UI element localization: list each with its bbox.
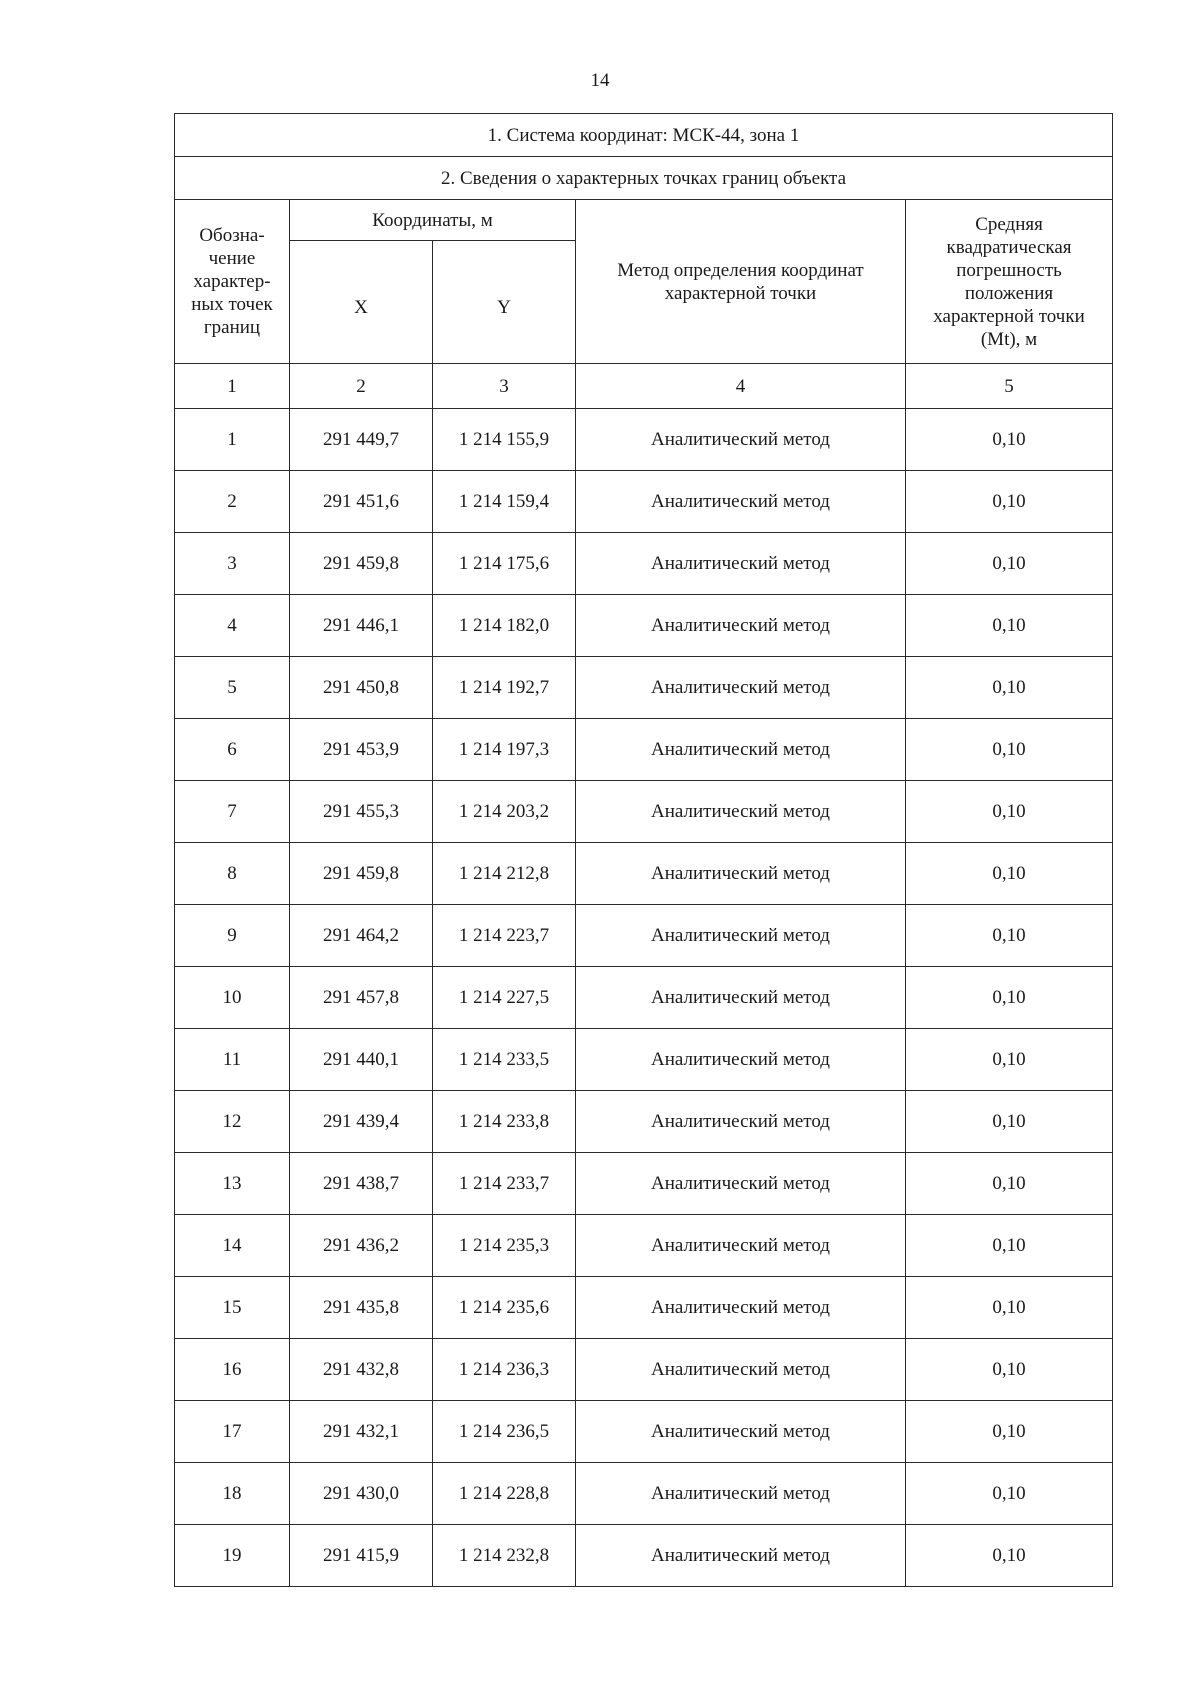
- column-number: 1: [175, 364, 290, 409]
- header-designation: [175, 200, 290, 364]
- error-cell: 0,10: [906, 1339, 1113, 1401]
- error-cell: 0,10: [906, 471, 1113, 533]
- boundary-points-table: [174, 113, 1113, 1587]
- x-coordinate-cell: 291 453,9: [290, 719, 433, 781]
- y-coordinate-cell: 1 214 223,7: [433, 905, 576, 967]
- header-coordinates: Координаты, м: [290, 200, 576, 241]
- x-coordinate-cell: 291 457,8: [290, 967, 433, 1029]
- x-coordinate-cell: 291 432,8: [290, 1339, 433, 1401]
- y-coordinate-cell: 1 214 227,5: [433, 967, 576, 1029]
- coordinate-system-row: [175, 114, 1113, 157]
- point-cell: 18: [175, 1463, 290, 1525]
- y-coordinate-cell: 1 214 159,4: [433, 471, 576, 533]
- method-cell: Аналитический метод: [576, 1525, 906, 1587]
- point-cell: 11: [175, 1029, 290, 1091]
- table-row: [175, 1215, 1113, 1277]
- method-cell: Аналитический метод: [576, 471, 906, 533]
- point-cell: 3: [175, 533, 290, 595]
- method-cell: Аналитический метод: [576, 905, 906, 967]
- error-cell: 0,10: [906, 1277, 1113, 1339]
- y-coordinate-cell: 1 214 203,2: [433, 781, 576, 843]
- table-row: [175, 719, 1113, 781]
- error-cell: 0,10: [906, 843, 1113, 905]
- x-coordinate-cell: 291 449,7: [290, 409, 433, 471]
- method-cell: Аналитический метод: [576, 843, 906, 905]
- table-row: [175, 781, 1113, 843]
- method-cell: Аналитический метод: [576, 719, 906, 781]
- method-cell: Аналитический метод: [576, 1029, 906, 1091]
- method-cell: Аналитический метод: [576, 595, 906, 657]
- y-coordinate-cell: 1 214 192,7: [433, 657, 576, 719]
- y-coordinate-cell: 1 214 233,8: [433, 1091, 576, 1153]
- method-cell: Аналитический метод: [576, 1339, 906, 1401]
- point-cell: 12: [175, 1091, 290, 1153]
- column-number: 5: [906, 364, 1113, 409]
- y-coordinate-cell: 1 214 233,7: [433, 1153, 576, 1215]
- column-number: 3: [433, 364, 576, 409]
- x-coordinate-cell: 291 436,2: [290, 1215, 433, 1277]
- header-designation-line: границ: [203, 317, 261, 338]
- point-cell: 9: [175, 905, 290, 967]
- error-cell: 0,10: [906, 1091, 1113, 1153]
- table-row: [175, 1339, 1113, 1401]
- header-designation-line: ных точек: [191, 294, 273, 315]
- y-coordinate-cell: 1 214 233,5: [433, 1029, 576, 1091]
- table-row: [175, 1525, 1113, 1587]
- method-cell: Аналитический метод: [576, 1401, 906, 1463]
- table-row: [175, 1029, 1113, 1091]
- header-designation-line: характер-: [193, 271, 271, 292]
- x-coordinate-cell: 291 415,9: [290, 1525, 433, 1587]
- error-cell: 0,10: [906, 533, 1113, 595]
- y-coordinate-cell: 1 214 235,6: [433, 1277, 576, 1339]
- error-cell: 0,10: [906, 905, 1113, 967]
- y-coordinate-cell: 1 214 155,9: [433, 409, 576, 471]
- header-designation-line: Обозна-: [199, 225, 265, 246]
- coordinate-system-text: 1. Система координат: МСК-44, зона 1: [175, 114, 1113, 157]
- table-row: [175, 409, 1113, 471]
- method-cell: Аналитический метод: [576, 533, 906, 595]
- point-cell: 19: [175, 1525, 290, 1587]
- header-row: [175, 200, 1113, 241]
- page-number: 14: [590, 70, 610, 91]
- error-cell: 0,10: [906, 1029, 1113, 1091]
- table-row: [175, 471, 1113, 533]
- header-designation-line: чение: [208, 248, 256, 269]
- error-cell: 0,10: [906, 595, 1113, 657]
- method-cell: Аналитический метод: [576, 1153, 906, 1215]
- table-row: [175, 533, 1113, 595]
- error-cell: 0,10: [906, 719, 1113, 781]
- x-coordinate-cell: 291 455,3: [290, 781, 433, 843]
- point-cell: 14: [175, 1215, 290, 1277]
- point-cell: 17: [175, 1401, 290, 1463]
- method-cell: Аналитический метод: [576, 1277, 906, 1339]
- header-method: Метод определения координат характерной точки: [576, 200, 906, 364]
- method-cell: Аналитический метод: [576, 967, 906, 1029]
- y-coordinate-cell: 1 214 212,8: [433, 843, 576, 905]
- point-cell: 1: [175, 409, 290, 471]
- point-cell: 10: [175, 967, 290, 1029]
- y-coordinate-cell: 1 214 235,3: [433, 1215, 576, 1277]
- x-coordinate-cell: 291 435,8: [290, 1277, 433, 1339]
- y-coordinate-cell: 1 214 197,3: [433, 719, 576, 781]
- point-cell: 8: [175, 843, 290, 905]
- x-coordinate-cell: 291 430,0: [290, 1463, 433, 1525]
- table-row: [175, 1153, 1113, 1215]
- y-coordinate-cell: 1 214 236,5: [433, 1401, 576, 1463]
- method-cell: Аналитический метод: [576, 409, 906, 471]
- point-cell: 2: [175, 471, 290, 533]
- error-cell: 0,10: [906, 1463, 1113, 1525]
- column-number: 4: [576, 364, 906, 409]
- y-coordinate-cell: 1 214 182,0: [433, 595, 576, 657]
- x-coordinate-cell: 291 439,4: [290, 1091, 433, 1153]
- y-coordinate-cell: 1 214 175,6: [433, 533, 576, 595]
- table-row: [175, 1091, 1113, 1153]
- x-coordinate-cell: 291 451,6: [290, 471, 433, 533]
- x-coordinate-cell: 291 450,8: [290, 657, 433, 719]
- error-cell: 0,10: [906, 1401, 1113, 1463]
- point-cell: 5: [175, 657, 290, 719]
- table-row: [175, 1401, 1113, 1463]
- table-row: [175, 657, 1113, 719]
- table-row: [175, 595, 1113, 657]
- table-row: [175, 905, 1113, 967]
- x-coordinate-cell: 291 432,1: [290, 1401, 433, 1463]
- error-cell: 0,10: [906, 1153, 1113, 1215]
- y-coordinate-cell: 1 214 228,8: [433, 1463, 576, 1525]
- error-cell: 0,10: [906, 1215, 1113, 1277]
- y-coordinate-cell: 1 214 236,3: [433, 1339, 576, 1401]
- x-coordinate-cell: 291 459,8: [290, 533, 433, 595]
- points-info-text: 2. Сведения о характерных точках границ объекта: [175, 157, 1113, 200]
- error-cell: 0,10: [906, 967, 1113, 1029]
- method-cell: Аналитический метод: [576, 781, 906, 843]
- point-cell: 6: [175, 719, 290, 781]
- point-cell: 13: [175, 1153, 290, 1215]
- method-cell: Аналитический метод: [576, 657, 906, 719]
- x-coordinate-cell: 291 440,1: [290, 1029, 433, 1091]
- error-cell: 0,10: [906, 657, 1113, 719]
- header-x: X: [290, 241, 433, 364]
- method-cell: Аналитический метод: [576, 1215, 906, 1277]
- column-number-row: [175, 364, 1113, 409]
- x-coordinate-cell: 291 464,2: [290, 905, 433, 967]
- header-y: Y: [433, 241, 576, 364]
- y-coordinate-cell: 1 214 232,8: [433, 1525, 576, 1587]
- error-cell: 0,10: [906, 781, 1113, 843]
- method-cell: Аналитический метод: [576, 1091, 906, 1153]
- x-coordinate-cell: 291 438,7: [290, 1153, 433, 1215]
- point-cell: 15: [175, 1277, 290, 1339]
- method-cell: Аналитический метод: [576, 1463, 906, 1525]
- x-coordinate-cell: 291 459,8: [290, 843, 433, 905]
- header-error: Средняя квадратическая погрешность положения характерной точки (Mt), м: [906, 200, 1113, 364]
- error-cell: 0,10: [906, 1525, 1113, 1587]
- column-number: 2: [290, 364, 433, 409]
- point-cell: 4: [175, 595, 290, 657]
- points-info-row: [175, 157, 1113, 200]
- table-row: [175, 843, 1113, 905]
- point-cell: 16: [175, 1339, 290, 1401]
- table-row: [175, 1463, 1113, 1525]
- point-cell: 7: [175, 781, 290, 843]
- table-row: [175, 1277, 1113, 1339]
- error-cell: 0,10: [906, 409, 1113, 471]
- table-row: [175, 967, 1113, 1029]
- x-coordinate-cell: 291 446,1: [290, 595, 433, 657]
